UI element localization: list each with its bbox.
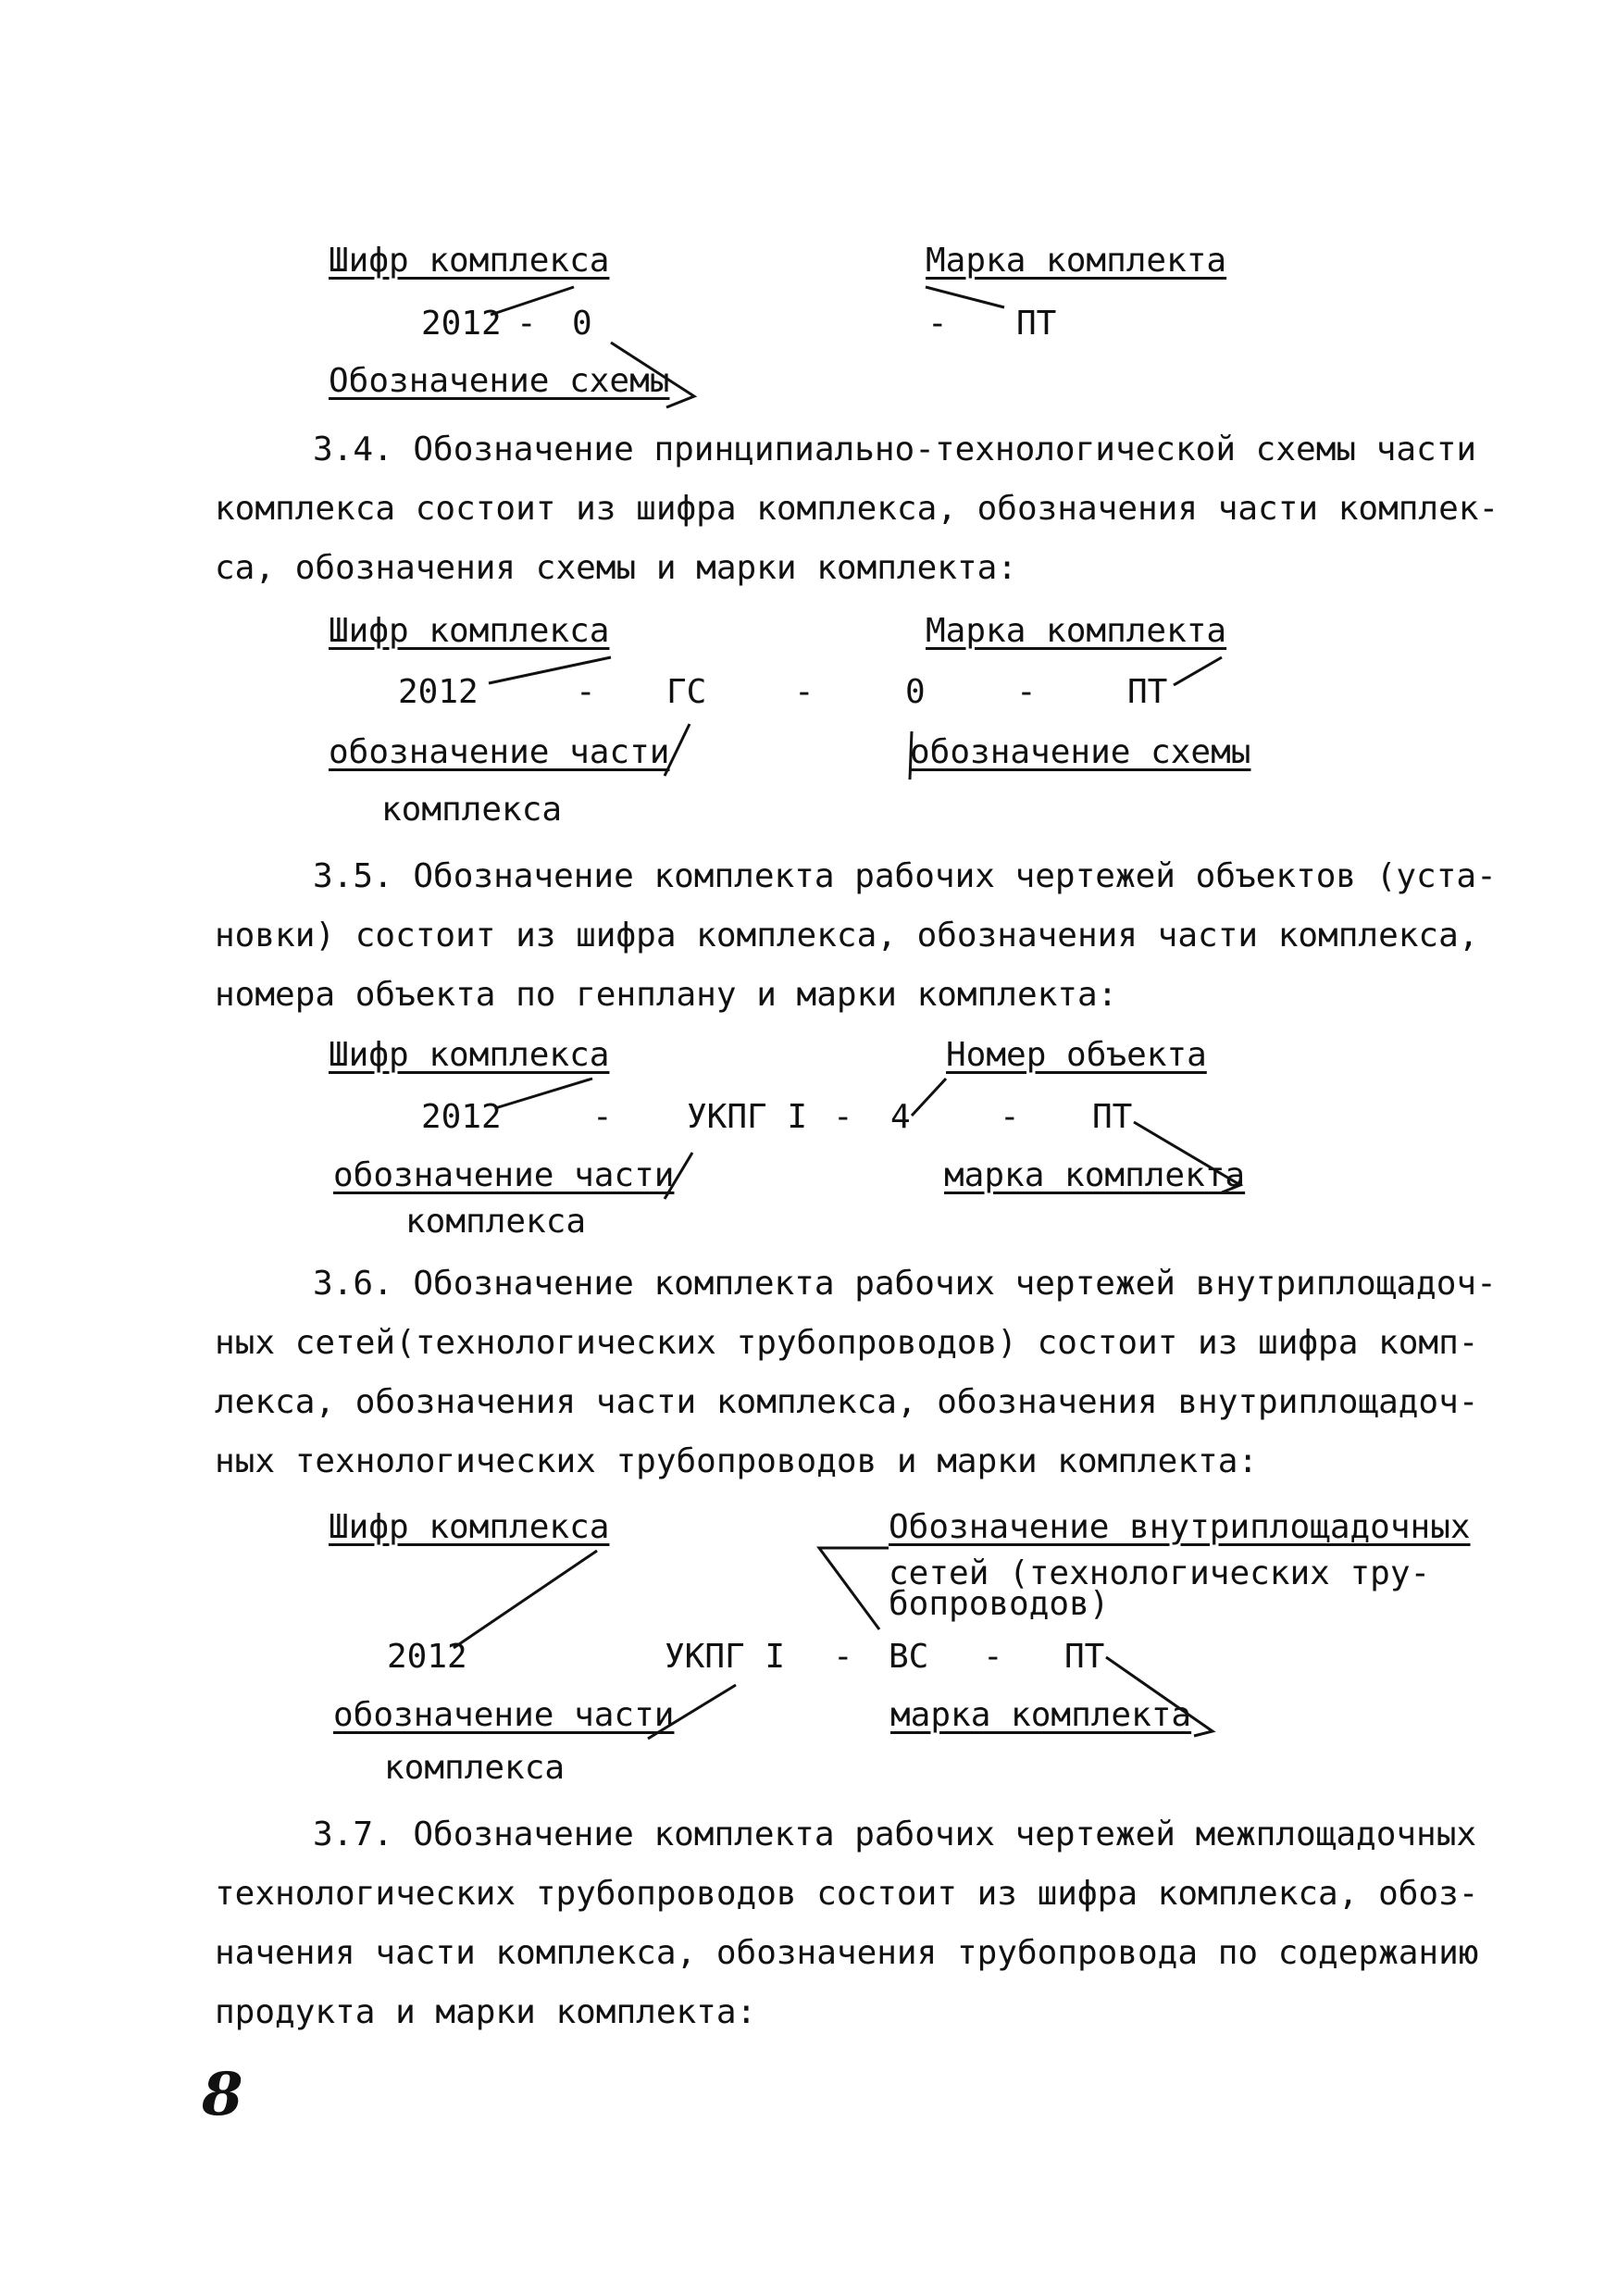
code-scheme: 0 bbox=[572, 305, 592, 343]
label-marka-komplekta: марка комплекта bbox=[890, 1696, 1192, 1734]
arrow-line bbox=[1134, 1122, 1240, 1192]
label-kompleksa: комплекса bbox=[405, 1203, 587, 1241]
text-line: са, обозначения схемы и марки комплекта: bbox=[215, 549, 1017, 587]
arrow-line bbox=[491, 287, 574, 315]
code-part: УКПГ I bbox=[687, 1098, 808, 1136]
label-shifr-kompleksa: Шифр комплекса bbox=[329, 1036, 610, 1074]
arrow-line bbox=[495, 1079, 592, 1108]
dash: - bbox=[592, 1098, 613, 1136]
arrow-line bbox=[912, 1079, 946, 1116]
dash: - bbox=[1000, 1098, 1020, 1136]
code-shifr: 2012 bbox=[398, 673, 479, 711]
label-oboznachenie-chasti: обозначение части bbox=[333, 1696, 675, 1734]
code-object: 4 bbox=[890, 1098, 911, 1136]
label-oboznachenie-chasti: обозначение части bbox=[333, 1156, 675, 1194]
code-shifr: 2012 bbox=[421, 1098, 502, 1136]
text-line: 3.4. Обозначение принципиально-технологической схемы части bbox=[313, 430, 1477, 468]
text-line: ных сетей(технологических трубопроводов) состоит из шифра комп- bbox=[215, 1324, 1479, 1362]
text-line: новки) состоит из шифра комплекса, обозначения части комплекса, bbox=[215, 917, 1479, 955]
label-truboprovodov: бопроводов) bbox=[889, 1585, 1110, 1623]
text-line: технологических трубопроводов состоит из шифра комплекса, обоз- bbox=[215, 1875, 1479, 1913]
label-marka-komplekta: Марка комплекта bbox=[926, 242, 1227, 280]
arrow-line bbox=[910, 731, 912, 780]
text-line: начения части комплекса, обозначения трубопровода по содержанию bbox=[215, 1934, 1479, 1972]
label-shifr-kompleksa: Шифр комплекса bbox=[329, 1508, 610, 1546]
code-marka: ПТ bbox=[1016, 305, 1057, 343]
text-line: комплекса состоит из шифра комплекса, обозначения части комплек- bbox=[215, 490, 1499, 528]
label-marka-komplekta: марка комплекта bbox=[944, 1156, 1246, 1194]
dash: - bbox=[1016, 673, 1037, 711]
label-shifr-kompleksa: Шифр комплекса bbox=[329, 242, 610, 280]
dash: - bbox=[927, 305, 948, 343]
label-oboznachenie-schemy: Обозначение схемы bbox=[329, 362, 670, 400]
code-marka: ПТ bbox=[1092, 1098, 1133, 1136]
label-nomer-obekta: Номер объекта bbox=[946, 1036, 1207, 1074]
code-part: ГС bbox=[666, 673, 707, 711]
arrow-line bbox=[454, 1551, 597, 1648]
page-number: 8 bbox=[202, 2060, 243, 2129]
text-line: продукта и марки комплекта: bbox=[215, 1993, 757, 2031]
code-scheme: 0 bbox=[905, 673, 926, 711]
dash: - bbox=[516, 305, 537, 343]
arrow-line bbox=[489, 657, 611, 683]
code-part: УКПГ I bbox=[665, 1638, 786, 1676]
dash: - bbox=[983, 1638, 1003, 1676]
arrow-line bbox=[1106, 1657, 1213, 1736]
label-kompleksa: комплекса bbox=[381, 791, 563, 829]
text-line: 3.6. Обозначение комплекта рабочих чертежей внутриплощадоч- bbox=[313, 1265, 1497, 1303]
code-marka: ПТ bbox=[1064, 1638, 1105, 1676]
text-line: 3.7. Обозначение комплекта рабочих чертежей межплощадочных bbox=[313, 1816, 1477, 1853]
text-line: ных технологических трубопроводов и марки комплекта: bbox=[215, 1442, 1259, 1480]
arrow-line bbox=[819, 1548, 889, 1629]
code-shifr: 2012 bbox=[421, 305, 502, 343]
label-kompleksa: комплекса bbox=[384, 1749, 566, 1787]
label-oboznachenie-schemy: обозначение схемы bbox=[910, 733, 1251, 771]
arrow-line bbox=[665, 724, 690, 776]
arrow-line bbox=[648, 1685, 736, 1739]
text-line: номера объекта по генплану и марки комплекта: bbox=[215, 976, 1118, 1014]
arrow-line bbox=[611, 343, 694, 407]
dash: - bbox=[833, 1098, 853, 1136]
label-oboznachenie-vnutriploshchadochnyh: Обозначение внутриплощадочных bbox=[889, 1508, 1471, 1546]
arrow-line bbox=[665, 1153, 692, 1199]
dash: - bbox=[576, 673, 596, 711]
arrow-line bbox=[1174, 657, 1222, 685]
dash: - bbox=[794, 673, 815, 711]
label-seti: сетей (технологических тру- bbox=[889, 1554, 1431, 1592]
label-oboznachenie-chasti: обозначение части bbox=[329, 733, 670, 771]
text-line: 3.5. Обозначение комплекта рабочих чертежей объектов (уста- bbox=[313, 857, 1497, 895]
dash: - bbox=[833, 1638, 853, 1676]
code-marka: ПТ bbox=[1127, 673, 1168, 711]
code-shifr: 2012 bbox=[387, 1638, 467, 1676]
label-marka-komplekta: Марка комплекта bbox=[926, 612, 1227, 650]
arrow-line bbox=[926, 287, 1004, 307]
text-line: лекса, обозначения части комплекса, обозначения внутриплощадоч- bbox=[215, 1383, 1479, 1421]
label-shifr-kompleksa: Шифр комплекса bbox=[329, 612, 610, 650]
code-net: ВС bbox=[889, 1638, 929, 1676]
